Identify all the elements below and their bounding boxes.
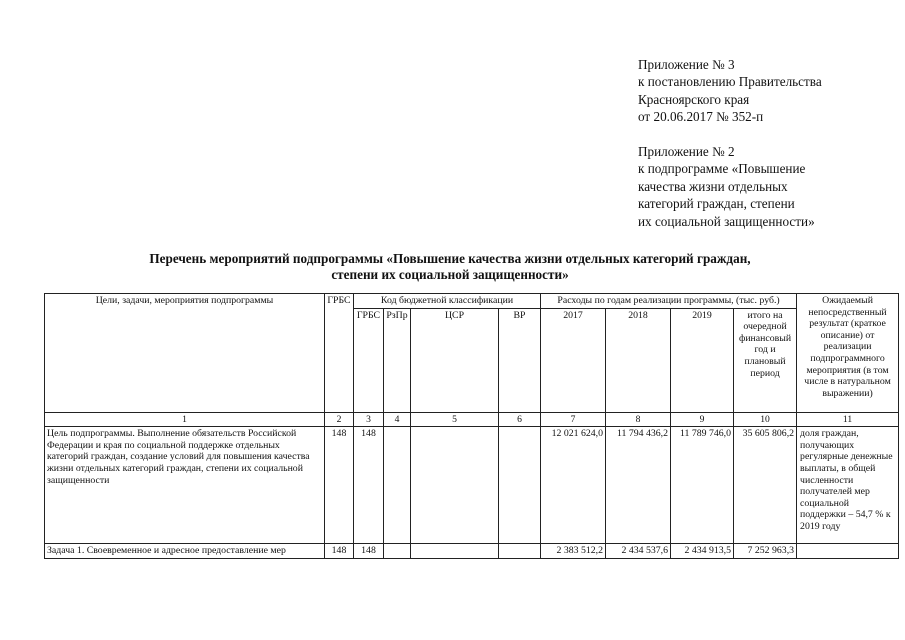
- row-2017: 2 383 512,2: [541, 544, 606, 559]
- appendix-3-line: от 20.06.2017 № 352-п: [638, 109, 764, 125]
- column-number: 4: [384, 412, 411, 427]
- row-vr: [499, 427, 541, 544]
- header-row-1: [45, 294, 899, 309]
- row-grbs-code: 148: [354, 544, 384, 559]
- row-csr: [411, 544, 499, 559]
- row-total: 35 605 806,2: [734, 427, 797, 544]
- header-sub-csr: ЦСР: [411, 308, 499, 412]
- header-goals: Цели, задачи, мероприятия подпрограммы: [45, 294, 325, 413]
- header-budget-code: Код бюджетной классификации: [354, 294, 541, 309]
- header-sub-grbs: ГРБС: [354, 308, 384, 412]
- row-2018: 2 434 537,6: [606, 544, 671, 559]
- document-title-line-1: Перечень мероприятий подпрограммы «Повышение качества жизни отдельных категорий граждан,: [149, 251, 751, 266]
- appendix-2-line: к подпрограмме «Повышение: [638, 161, 806, 177]
- column-number: 8: [606, 412, 671, 427]
- header-sub-2018: 2018: [606, 308, 671, 412]
- appendix-2-line: Приложение № 2: [638, 144, 735, 159]
- document-title: [40, 251, 860, 283]
- row-result: доля граждан, получающих регулярные денежные выплаты, в общей численности получателей мер социальной поддержки – 54,7 % к 2019 году: [797, 427, 899, 544]
- row-name: Цель подпрограммы. Выполнение обязательств Российской Федерации и края по социальной поддержке отдельных категорий граждан, создание условий для повышения качества жизни отдельных категорий граждан, степени их социальной защищенности: [45, 427, 325, 544]
- appendix-2-line: их социальной защищенности»: [638, 213, 815, 229]
- row-total: 7 252 963,3: [734, 544, 797, 559]
- row-2018: 11 794 436,2: [606, 427, 671, 544]
- header-expected-result: Ожидаемый непосредственный результат (краткое описание) от реализации подпрограммного мероприятия (в том числе в натуральном выражении): [797, 294, 899, 413]
- row-2019: 11 789 746,0: [671, 427, 734, 544]
- row-result: [797, 544, 899, 559]
- row-2019: 2 434 913,5: [671, 544, 734, 559]
- column-number: 9: [671, 412, 734, 427]
- column-number: 5: [411, 412, 499, 427]
- column-number: 7: [541, 412, 606, 427]
- column-number: 2: [325, 412, 354, 427]
- header-sub-2019: 2019: [671, 308, 734, 412]
- document-title-line-2: степени их социальной защищенности»: [331, 267, 569, 282]
- column-number: 6: [499, 412, 541, 427]
- header-sub-rzpr: РзПр: [384, 308, 411, 412]
- appendix-2-line: качества жизни отдельных: [638, 178, 788, 194]
- appendix-2-line: категорий граждан, степени: [638, 196, 795, 212]
- appendix-2-block: [638, 143, 815, 230]
- table-row: [45, 427, 899, 544]
- row-name: Задача 1. Своевременное и адресное предоставление мер: [45, 544, 325, 559]
- table-row: [45, 544, 899, 559]
- row-grbs: 148: [325, 544, 354, 559]
- column-number: 3: [354, 412, 384, 427]
- column-number: 1: [45, 412, 325, 427]
- row-grbs-code: 148: [354, 427, 384, 544]
- row-grbs: 148: [325, 427, 354, 544]
- column-number-row: [45, 412, 899, 427]
- header-grbs: ГРБС: [325, 294, 354, 413]
- column-number: 10: [734, 412, 797, 427]
- row-rzpr: [384, 544, 411, 559]
- row-rzpr: [384, 427, 411, 544]
- row-2017: 12 021 624,0: [541, 427, 606, 544]
- appendix-3-line: к постановлению Правительства: [638, 74, 822, 90]
- header-sub-vr: ВР: [499, 308, 541, 412]
- appendix-3-line: Красноярского края: [638, 91, 750, 107]
- column-number: 11: [797, 412, 899, 427]
- header-sub-2017: 2017: [541, 308, 606, 412]
- appendix-3-line: Приложение № 3: [638, 57, 735, 72]
- row-vr: [499, 544, 541, 559]
- appendix-3-block: [638, 56, 822, 126]
- header-expenses: Расходы по годам реализации программы, (тыс. руб.): [541, 294, 797, 309]
- header-sub-total: итого на очередной финансовый год и плановый период: [734, 308, 797, 412]
- row-csr: [411, 427, 499, 544]
- measures-table: [44, 293, 899, 559]
